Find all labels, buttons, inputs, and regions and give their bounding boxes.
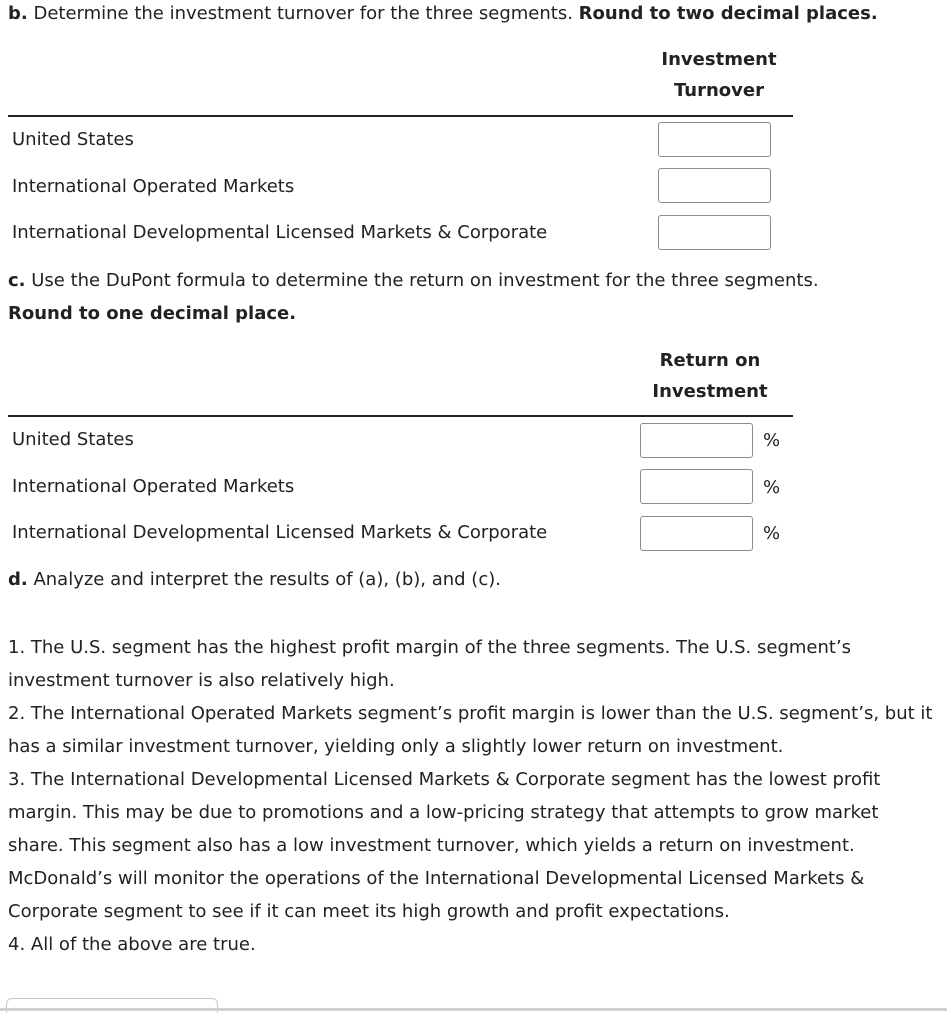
return-on-investment-header: Return on Investment	[652, 350, 768, 402]
part-c-row-label-iom: International Operated Markets	[12, 476, 295, 497]
part-c-rounding: Round to one decimal place.	[8, 303, 297, 324]
roi-input-idlmc[interactable]	[640, 516, 753, 551]
turnover-input-iom[interactable]	[658, 168, 771, 203]
percent-sign-iom: %	[763, 477, 781, 498]
part-b-row-label-idlmc: International Developmental Licensed Markets & Corporate	[12, 222, 548, 243]
part-c-row-label-idlmc: International Developmental Licensed Markets & Corporate	[12, 522, 548, 543]
turnover-input-us[interactable]	[658, 122, 771, 157]
part-d-prompt: d. Analyze and interpret the results of (a), (b), and (c).	[8, 569, 501, 590]
part-c-row-label-us: United States	[12, 429, 134, 450]
part-c-prompt: c. Use the DuPont formula to determine the return on investment for the three segments.	[8, 270, 819, 291]
part-b-prompt: b. Determine the investment turnover for the three segments. Round to two decimal places.	[8, 3, 878, 24]
option-3[interactable]: 3. The International Developmental Licensed Markets & Corporate segment has the lowest profit margin. This may be due to promotions and a low-pricing strategy that attempts to grow market share. This segment also has a low investment turnover, which yields a return on investment. McDonald’s will monitor the operations of the International Developmental Licensed Markets & Corporate segment to see if it can meet its high growth and profit expectations.	[8, 769, 881, 922]
part-c-header-rule	[8, 415, 793, 417]
investment-turnover-header: Investment Turnover	[661, 49, 777, 101]
answer-options	[8, 631, 938, 961]
option-4[interactable]: 4. All of the above are true.	[8, 934, 256, 955]
part-b-row-label-us: United States	[12, 129, 134, 150]
part-b-row-label-iom: International Operated Markets	[12, 176, 295, 197]
option-2[interactable]: 2. The International Operated Markets segment’s profit margin is lower than the U.S. segment’s, but it has a similar investment turnover, yielding only a slightly lower return on investment.	[8, 703, 933, 757]
option-1[interactable]: 1. The U.S. segment has the highest profit margin of the three segments. The U.S. segment’s investment turnover is also relatively high.	[8, 637, 852, 691]
bottom-divider	[0, 1008, 947, 1011]
roi-input-iom[interactable]	[640, 469, 753, 504]
percent-sign-us: %	[763, 430, 781, 451]
percent-sign-idlmc: %	[763, 523, 781, 544]
turnover-input-idlmc[interactable]	[658, 215, 771, 250]
part-b-header-rule	[8, 115, 793, 117]
roi-input-us[interactable]	[640, 423, 753, 458]
